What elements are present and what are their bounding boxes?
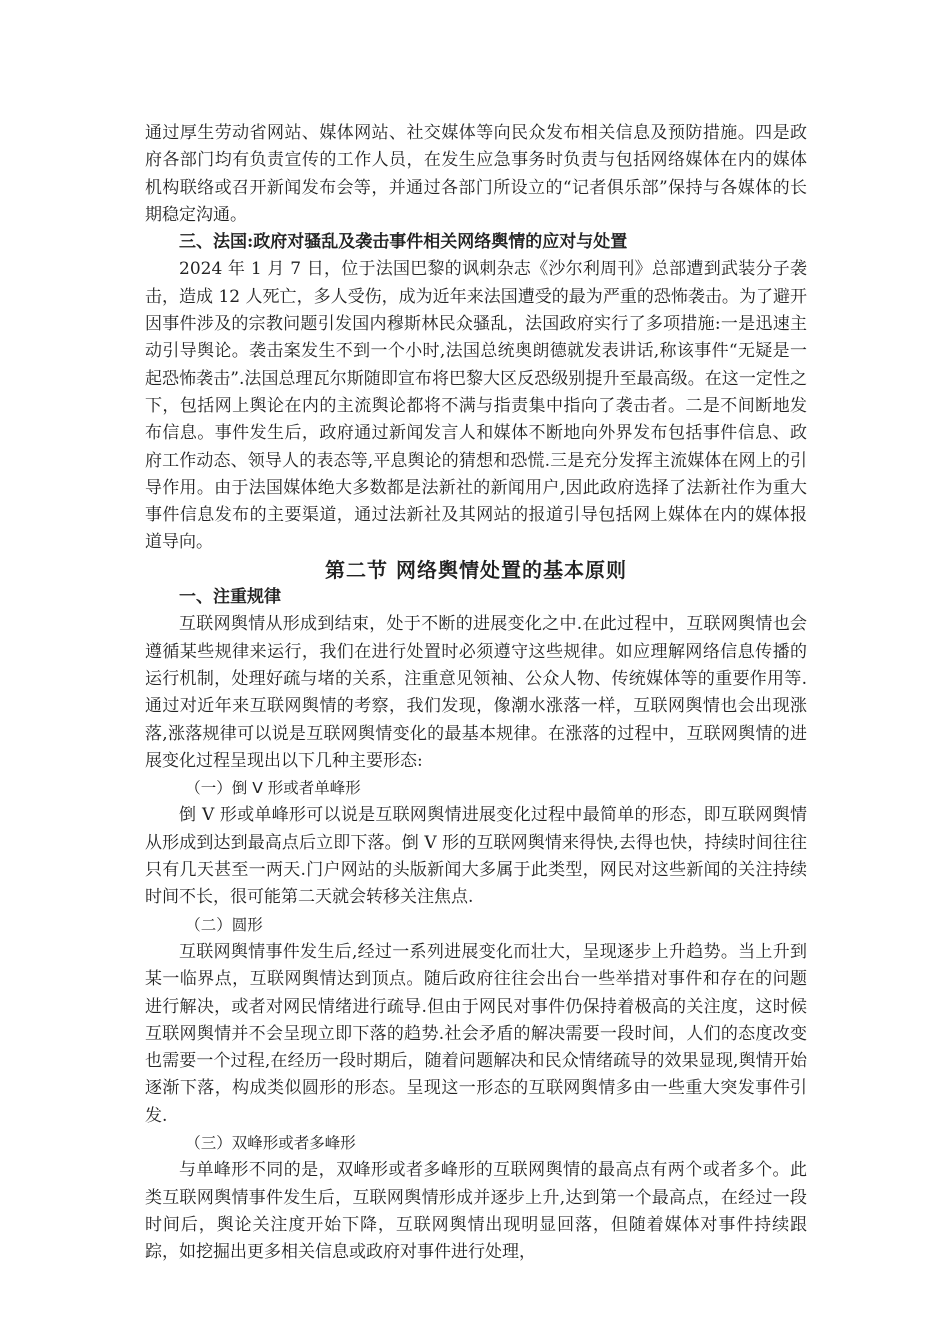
heading-rule: 一、注重规律 [179,587,281,608]
subheading-single-peak: （一）倒 V 形或者单峰形 [185,779,361,798]
section-title: 第二节 网络舆情处置的基本原则 [325,557,627,582]
subheading-circle: （二）圆形 [185,915,263,934]
paragraph-rule: 互联网舆情从形成到结束，处于不断的进展变化之中.在此过程中，互联网舆情也会遵循某些规律来运行，我们在进行处置时必须遵守这些规律。如应理解网络信息传播的运行机制，处理好疏与堵的关系，注重意见领袖、公众人物、传统媒体等的重要作用等.通过对近年来互联网舆情的考察，我们发现，像潮水涨落一样，互联网舆情也会出现涨落,涨落规律可以说是互联网舆情变化的最基本规律。在涨落的过程中，互联网舆情的进展变化过程呈现出以下几种主要形态: [145,614,807,771]
heading-france: 三、法国:政府对骚乱及袭击事件相关网络舆情的应对与处置 [179,232,628,253]
paragraph-multi-peak: 与单峰形不同的是，双峰形或者多峰形的互联网舆情的最高点有两个或者多个。此类互联网舆情事件发生后，互联网舆情形成并逐步上升,达到第一个最高点，在经过一段时间后，舆论关注度开始下降，互联网舆情出现明显回落，但随着媒体对事件持续跟踪，如挖掘出更多相关信息或政府对事件进行处理， [145,1160,807,1263]
paragraph-single-peak: 倒 V 形或单峰形可以说是互联网舆情进展变化过程中最简单的形态，即互联网舆情从形成到达到最高点后立即下落。倒 V 形的互联网舆情来得快,去得也快，持续时间往往只有几天甚至一两天.门户网站的头版新闻大多属于此类型，网民对这些新闻的关注持续时间不长，很可能第二天就会转移关注焦点. [145,805,807,908]
paragraph-japan-tail: 通过厚生劳动省网站、媒体网站、社交媒体等向民众发布相关信息及预防措施。四是政府各部门均有负责宣传的工作人员，在发生应急事务时负责与包括网络媒体在内的媒体机构联络或召开新闻发布会等，并通过各部门所设立的“记者俱乐部”保持与各媒体的长期稳定沟通。 [145,123,807,225]
paragraph-france: 2024 年 1 月 7 日，位于法国巴黎的讽刺杂志《沙尔利周刊》总部遭到武装分子袭击，造成 12 人死亡，多人受伤，成为近年来法国遭受的最为严重的恐怖袭击。为了避开因事件涉及的宗教问题引发国内穆斯林民众骚乱，法国政府实行了多项措施:一是迅速主动引导舆论。袭击案发生不到一个小时,法国总统奥朗德就发表讲话,称该事件“无疑是一起恐怖袭击”.法国总理瓦尔斯随即宣布将巴黎大区反恐级别提升至最高级。在这一定性之下，包括网上舆论在内的主流舆论都将不满与指责集中指向了袭击者。二是不间断地发布信息。事件发生后，政府通过新闻发言人和媒体不断地向外界发布包括事件信息、政府工作动态、领导人的表态等,平息舆论的猜想和恐慌.三是充分发挥主流媒体在网上的引导作用。由于法国媒体绝大多数都是法新社的新闻用户,因此政府选择了法新社作为重大事件信息发布的主要渠道，通过法新社及其网站的报道引导包括网上媒体在内的媒体报道导向。 [145,259,807,553]
paragraph-circle: 互联网舆情事件发生后,经过一系列进展变化而壮大，呈现逐步上升趋势。当上升到某一临界点，互联网舆情达到顶点。随后政府往往会出台一些举措对事件和存在的问题进行解决，或者对网民情绪进行疏导.但由于网民对事件仍保持着极高的关注度，这时候互联网舆情并不会呈现立即下落的趋势.社会矛盾的解决需要一段时间，人们的态度改变也需要一个过程,在经历一段时期后，随着问题解决和民众情绪疏导的效果显现,舆情开始逐渐下落，构成类似圆形的形态。呈现这一形态的互联网舆情多由一些重大突发事件引发. [145,941,807,1126]
document-page [145,120,807,1266]
subheading-multi-peak: （三）双峰形或者多峰形 [185,1133,356,1152]
